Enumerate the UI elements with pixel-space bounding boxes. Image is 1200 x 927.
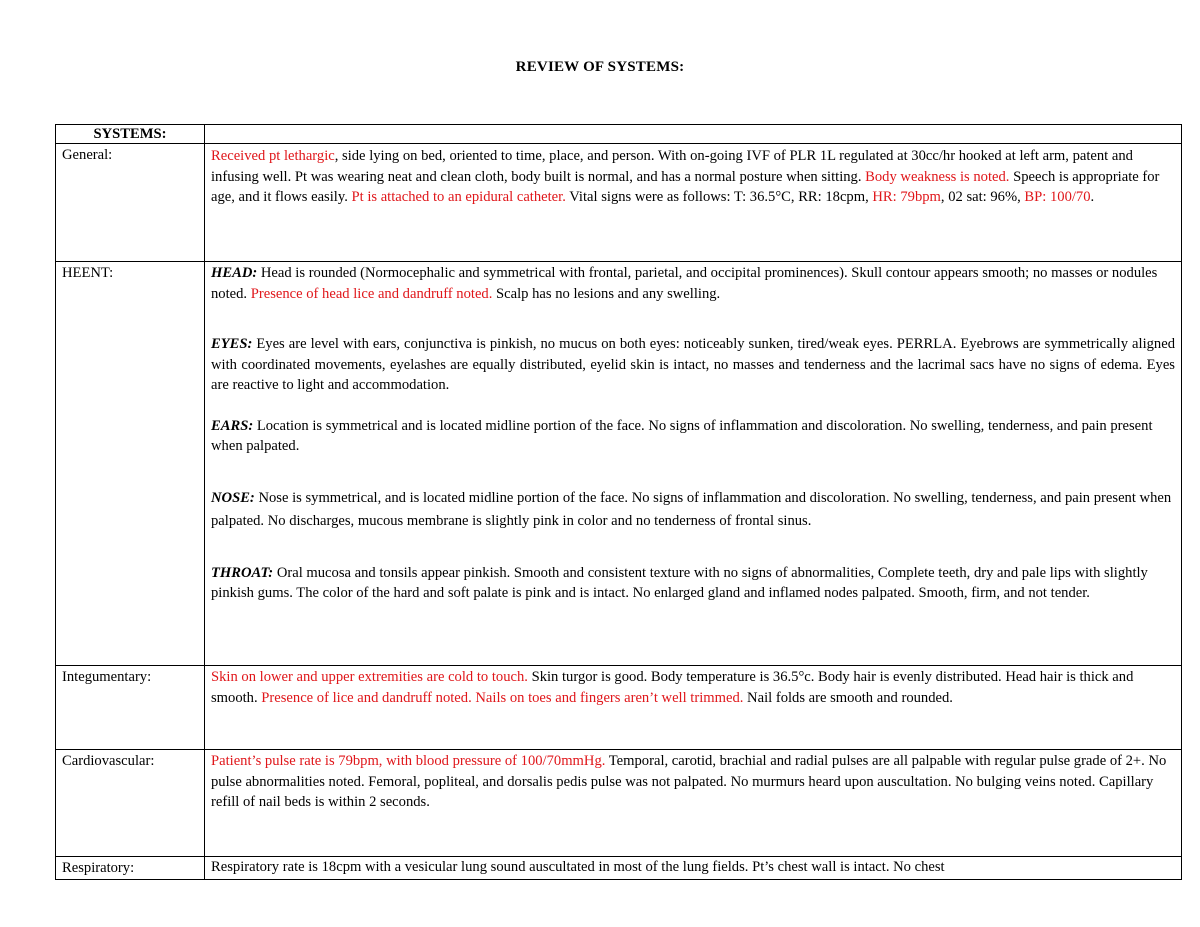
table-row-cardiovascular	[56, 750, 1182, 857]
header-empty-cell	[205, 125, 1182, 144]
spacer	[211, 396, 1175, 416]
ears-text: Location is symmetrical and is located midline portion of the face. No signs of inflammation and discoloration. No swelling, tenderness, and pain present when palpated.	[211, 417, 1153, 454]
spacer	[211, 533, 1175, 563]
heent-findings	[205, 262, 1182, 666]
spacer	[211, 304, 1175, 334]
general-text-9: BP: 100/70	[1024, 189, 1091, 205]
head-text-3: Scalp has no lesions and any swelling.	[492, 285, 721, 302]
general-text-2: , side lying on bed, oriented to time, place, and person. With on-going IVF of PLR 1L regulated at 30cc/hr hooked at left arm, patent and infusing well. Pt was wearing neat and clean cloth, body built is normal, and has a normal posture when sitting.	[211, 148, 1133, 185]
nose-text: Nose is symmetrical, and is located midline portion of the face. No signs of inflammation and discoloration. No swelling, tenderness, and pain present when palpated. No discharges, mucous membrane is slightly pink in color and no tenderness of frontal sinus.	[211, 489, 1172, 529]
eyes-text: Eyes are level with ears, conjunctiva is pinkish, no mucus on both eyes: noticeably sunken, tired/weak eyes. PERRLA. Eyebrows are symmetrically aligned with coordinated movements, eyelashes are equally distributed, eyelid skin is intact, no masses and tenderness and the lacrimal sacs have no signs of edema. Eyes are reactive to light and accommodation.	[211, 336, 1175, 393]
general-text-5: Pt is attached to an epidural catheter.	[351, 189, 566, 205]
system-label-respiratory: Respiratory:	[56, 857, 205, 880]
system-label-cardiovascular: Cardiovascular:	[56, 750, 205, 857]
table-row-integumentary	[56, 666, 1182, 750]
spacer	[211, 457, 1175, 487]
integumentary-text-3: Presence of lice and dandruff noted. Nails on toes and fingers aren’t well trimmed.	[261, 689, 744, 706]
head-subtitle: HEAD:	[211, 265, 258, 281]
eyes-subtitle: EYES:	[211, 336, 253, 352]
general-text-4: Speech is appropriate for age, and it flows easily.	[211, 168, 1160, 205]
general-text-3: Body weakness is noted.	[865, 168, 1010, 185]
system-label-integumentary: Integumentary:	[56, 666, 205, 750]
throat-subtitle: THROAT:	[211, 564, 274, 581]
respiratory-findings	[205, 857, 1182, 880]
review-of-systems-table	[55, 124, 1182, 880]
ears-subtitle: EARS:	[211, 417, 254, 434]
table-row-general	[56, 144, 1182, 262]
integumentary-findings	[205, 666, 1182, 750]
respiratory-text-1: Respiratory rate is 18cpm with a vesicular lung sound auscultated in most of the lung fields. Pt’s chest wall is intact. No chest	[211, 859, 945, 875]
cardiovascular-findings	[205, 750, 1182, 857]
cardiovascular-text-1: Patient’s pulse rate is 79bpm, with blood pressure of 100/70mmHg.	[211, 753, 606, 769]
throat-text: Oral mucosa and tonsils appear pinkish. Smooth and consistent texture with no signs of abnormalities, Complete teeth, dry and pale lips with slightly pinkish gums. The color of the hard and soft palate is pink and is intact. No enlarged gland and inflamed nodes palpated. Smooth, firm, and not tender.	[211, 564, 1148, 601]
general-text-10: .	[1090, 189, 1095, 205]
general-text-7: HR: 79bpm	[872, 189, 941, 205]
systems-header: SYSTEMS:	[56, 125, 205, 144]
table-header-row	[56, 125, 1182, 144]
page-title: REVIEW OF SYSTEMS:	[515, 59, 685, 75]
system-label-heent: HEENT:	[56, 262, 205, 666]
head-text-1: Head is rounded (Normocephalic and symmetrical with frontal, parietal, and occipital prominences). Skull contour appears smooth; no masses or nodules noted.	[211, 265, 1158, 302]
general-findings	[205, 144, 1182, 262]
general-text-8: , 02 sat: 96%,	[940, 189, 1025, 205]
general-text-1: Received pt lethargic	[211, 148, 335, 164]
integumentary-text-2: Skin turgor is good. Body temperature is 36.5°c. Body hair is evenly distributed. Head hair is thick and smooth.	[211, 669, 1134, 706]
integumentary-text-1: Skin on lower and upper extremities are cold to touch.	[211, 669, 528, 685]
system-label-general: General:	[56, 144, 205, 262]
table-row-respiratory	[56, 857, 1182, 880]
general-text-6: Vital signs were as follows: T: 36.5°C, RR: 18cpm,	[565, 189, 873, 205]
integumentary-text-4: Nail folds are smooth and rounded.	[743, 689, 953, 706]
nose-subtitle: NOSE:	[211, 489, 255, 506]
table-row-heent	[56, 262, 1182, 666]
head-text-2: Presence of head lice and dandruff noted.	[250, 285, 493, 302]
cardiovascular-text-2: Temporal, carotid, brachial and radial pulses are all palpable with regular pulse grade of 2+. No pulse abnormalities noted. Femoral, popliteal, and dorsalis pedis pulse was not palpated. No murmurs heard upon auscultation. No bulging veins noted. Capillary refill of nail beds is within 2 seconds.	[211, 753, 1167, 810]
